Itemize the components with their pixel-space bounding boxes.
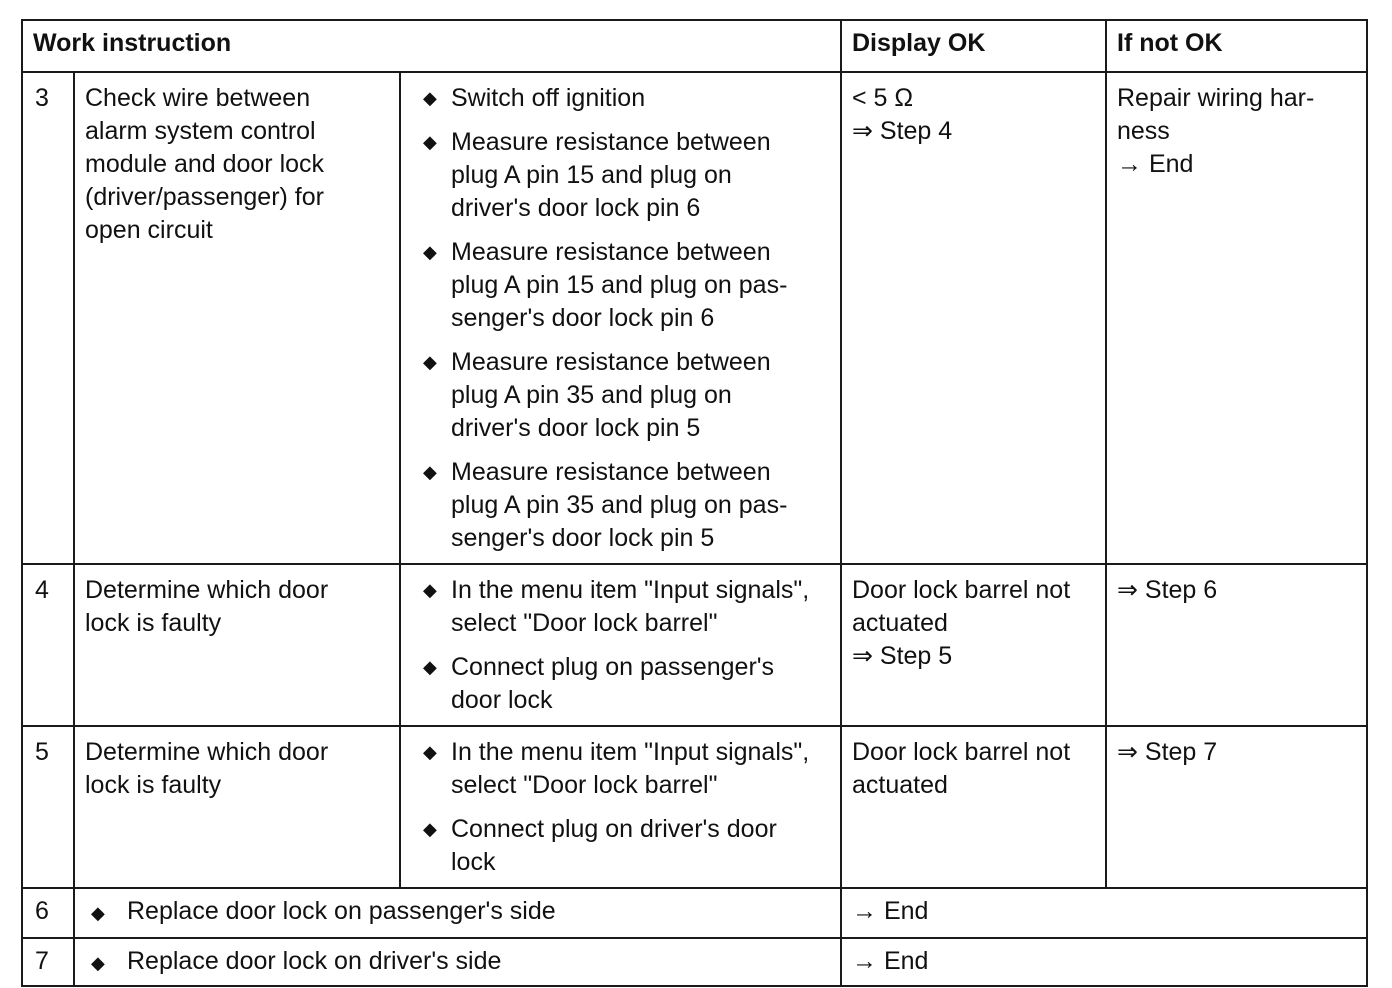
- diamond-bullet-icon: ◆: [423, 352, 437, 372]
- header-work-instruction: Work instruction: [22, 20, 841, 72]
- header-display-ok: Display OK: [841, 20, 1106, 72]
- table-row: [22, 564, 1367, 726]
- diamond-bullet-icon: ◆: [423, 132, 437, 152]
- diamond-bullet-icon: ◆: [423, 657, 437, 677]
- list-item: ◆ Switch off ignition: [411, 82, 830, 115]
- if-not-ok-cell: ⇒ Step 6: [1106, 564, 1367, 726]
- step-description: Determine which door lock is faulty: [74, 726, 400, 888]
- action-list: [411, 574, 830, 717]
- step-actions: [400, 726, 841, 888]
- description-line: (driver/passenger) for: [85, 183, 324, 211]
- step-number: 7: [22, 938, 74, 986]
- description-line: module and door lock: [85, 150, 325, 178]
- list-item: ◆ Connect plug on driver's door lock: [423, 815, 777, 876]
- result-cell: → End: [841, 938, 1367, 986]
- diamond-bullet-icon: ◆: [423, 462, 437, 482]
- table-row: [22, 938, 1367, 986]
- diamond-bullet-icon: ◆: [423, 580, 437, 600]
- description-line: open circuit: [85, 216, 213, 244]
- step-actions: [400, 564, 841, 726]
- step-action: ◆ Replace door lock on driver's side: [74, 938, 841, 986]
- step-description: Determine which door lock is faulty: [74, 564, 400, 726]
- step-number: 5: [22, 726, 74, 888]
- if-not-ok-cell: ⇒ Step 7: [1106, 726, 1367, 888]
- step-number: 6: [22, 888, 74, 938]
- display-ok-cell: Door lock barrel not actuated ⇒ Step 5: [841, 564, 1106, 726]
- diamond-bullet-icon: ◆: [423, 242, 437, 262]
- step-action: ◆ Replace door lock on passenger's side: [74, 888, 841, 938]
- table-row: [22, 726, 1367, 888]
- work-instruction-table: [21, 19, 1368, 987]
- list-item: ◆ In the menu item "Input signals", select "Door lock barrel": [423, 576, 810, 637]
- list-item: ◆ Measure resistance between plug A pin 35 and plug on pas- senger's door lock pin 5: [423, 458, 788, 552]
- action-list: [411, 82, 830, 555]
- description-line: Check wire between: [85, 84, 311, 112]
- result-cell: → End: [841, 888, 1367, 938]
- table-row: [22, 888, 1367, 938]
- step-actions: [400, 72, 841, 564]
- diamond-bullet-icon: ◆: [423, 819, 437, 839]
- header-if-not-ok: If not OK: [1106, 20, 1367, 72]
- list-item: ◆ Connect plug on passenger's door lock: [423, 653, 775, 714]
- if-not-ok-cell: Repair wiring har- ness → End: [1106, 72, 1367, 564]
- diamond-bullet-icon: ◆: [91, 903, 105, 923]
- list-item: ◆ Measure resistance between plug A pin 35 and plug on driver's door lock pin 5: [423, 348, 771, 442]
- diamond-bullet-icon: ◆: [91, 953, 105, 973]
- display-ok-cell: Door lock barrel not actuated: [841, 726, 1106, 888]
- diamond-bullet-icon: ◆: [423, 88, 437, 108]
- list-item: ◆ In the menu item "Input signals", select "Door lock barrel": [423, 738, 810, 799]
- list-item: ◆ Measure resistance between plug A pin 15 and plug on pas- senger's door lock pin 6: [423, 238, 788, 332]
- list-item: ◆ Measure resistance between plug A pin 15 and plug on driver's door lock pin 6: [423, 128, 771, 222]
- step-description: [74, 72, 400, 564]
- step-number: 3: [22, 72, 74, 564]
- diamond-bullet-icon: ◆: [423, 742, 437, 762]
- table-row: [22, 72, 1367, 564]
- display-ok-cell: < 5 Ω ⇒ Step 4: [841, 72, 1106, 564]
- action-list: [411, 736, 830, 879]
- header-row: [22, 20, 1367, 72]
- description-line: alarm system control: [85, 117, 316, 145]
- step-number: 4: [22, 564, 74, 726]
